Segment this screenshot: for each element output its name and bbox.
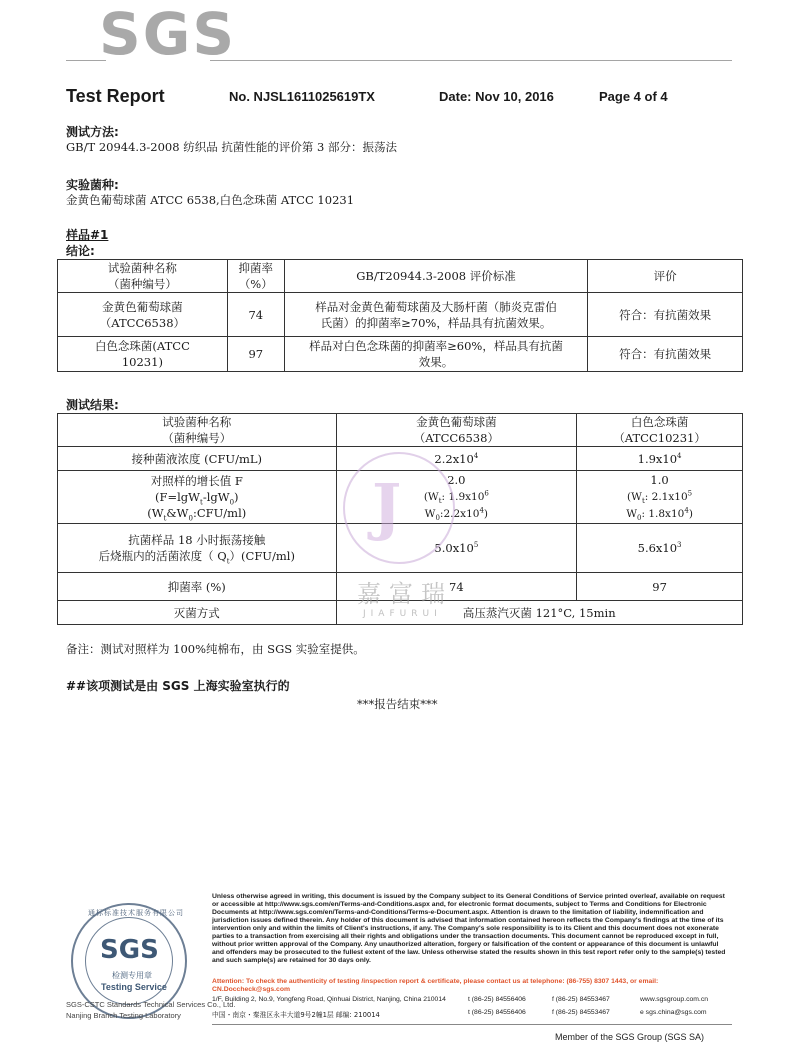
value-cell: $5.6x10^3$: [577, 524, 743, 573]
page-indicator: Page 4 of 4: [599, 89, 668, 104]
table-row: [58, 447, 743, 471]
watermark-chinese: 嘉富瑞: [357, 580, 453, 608]
evaluation-cell: 符合：有抗菌效果: [588, 337, 743, 372]
row-label: 对照样的增长值 F (F=lgW$_t$-lgW$_0$) $(W_t\&W_0:CFU/ml)$: [58, 471, 337, 524]
rate-cell: 97: [227, 337, 284, 372]
telephone-2: t (86-25) 84556406: [468, 1009, 526, 1016]
standard-cell: 样品对金黄色葡萄球菌及大肠杆菌（肺炎克雷伯 氏菌）的抑菌率≥70%，样品具有抗菌效果。: [284, 293, 587, 337]
end-of-report: ***报告结束***: [357, 697, 438, 711]
value-cell: 74: [336, 573, 577, 601]
website: www.sgsgroup.com.cn: [640, 996, 708, 1003]
row-label: 抑菌率 (%): [58, 573, 337, 601]
strains-heading: 实验菌种:: [66, 178, 119, 192]
strain-cell: 白色念珠菌(ATCC 10231): [58, 337, 228, 372]
test-method-text: GB/T 20944.3-2008 纺织品 抗菌性能的评价第 3 部分：振荡法: [66, 140, 397, 154]
header-cell: 试验菌种名称 （菌种编号）: [58, 260, 228, 293]
execution-note: ##该项测试是由 SGS 上海实验室执行的: [66, 679, 290, 693]
row-label: 灭菌方式: [58, 601, 337, 625]
value-cell: $5.0x10^5$: [336, 524, 577, 573]
telephone-1: t (86-25) 84556406: [468, 996, 526, 1003]
conclusion-heading: 结论:: [66, 244, 95, 258]
strain-cell: 金黄色葡萄球菌 （ATCC6538）: [58, 293, 228, 337]
conclusion-table: [57, 259, 743, 372]
stamp-footer-1: SGS-CSTC Standards Technical Services Co., Ltd.: [66, 1000, 236, 1009]
address-english: 1/F, Building 2, No.9, Yongfeng Road, Qinhuai District, Nanjing, China 210014: [212, 996, 446, 1003]
header-cell: 抑菌率 （%）: [227, 260, 284, 293]
stamp-line-1: 检测专用章: [112, 971, 152, 980]
value-cell: $1.9x10^4$: [577, 447, 743, 471]
value-cell: $2.2x10^4$: [336, 447, 577, 471]
table-row: [58, 337, 743, 372]
value-cell: 高压蒸汽灭菌 121°C, 15min: [336, 601, 742, 625]
sgs-logo: SGS: [99, 0, 237, 68]
standard-cell: 样品对白色念珠菌的抑菌率≥60%，样品具有抗菌 效果。: [284, 337, 587, 372]
fax-2: f (86-25) 84553467: [552, 1009, 610, 1016]
stamp-logo: SGS: [100, 935, 159, 965]
address-chinese: 中国・南京・秦淮区永丰大道9号2幢1层 邮编: 210014: [212, 1011, 380, 1019]
row-label: 抗菌样品 18 小时振荡接触 后烧瓶内的活菌浓度（ $Q_t)(CFU/ml)$: [58, 524, 337, 573]
header-cell: 金黄色葡萄球菌 （ATCC6538）: [336, 414, 577, 447]
report-title: Test Report: [66, 86, 165, 106]
watermark-letter: J: [372, 470, 402, 543]
fax-1: f (86-25) 84553467: [552, 996, 610, 1003]
authenticity-notice: Attention: To check the authenticity of testing /inspection report & certificate, please contact us at telephone: (86-755) 8307 1443, or email: CN.Doccheck@sgs.com: [212, 978, 659, 993]
table-row: [58, 471, 743, 524]
rate-cell: 74: [227, 293, 284, 337]
header-cell: 白色念珠菌 （ATCC10231）: [577, 414, 743, 447]
stamp-company-text: 通标标准技术服务有限公司: [88, 909, 184, 917]
test-method-heading: 测试方法:: [66, 125, 119, 139]
table-row: [58, 414, 743, 447]
header-cell: GB/T20944.3-2008 评价标准: [284, 260, 587, 293]
value-cell: 1.0 ($W_t$: $2.1x10^5$ $W_0$: $1.8x10^4$): [577, 471, 743, 524]
terms-fine-print: Unless otherwise agreed in writing, this document is issued by the Company subject to its General Conditions of Service printed overleaf, available on request or accessible at http://www.sgs.com/en/Terms-and-Conditions.aspx and, for electronic format documents, subject to Terms and Conditions for Electronic Documents at http://www.sgs.com/en/Terms-and-Conditions/Terms-e-Document.aspx. Attention is drawn to the limitation of liability, indemnification and jurisdiction issues defined therein. Any holder of this document is advised that information contained hereon reflects the Company's findings at the time of its intervention only and within the limits of Client's instructions, if any. The Company's sole responsibility is to its Client and this document does not exonerate parties to a transaction from exercising all their rights and obligations under the transaction documents. This document cannot be reproduced except in full, without prior written approval of the Company. Any unauthorized alteration, forgery or falsification of the content or appearance of this document is unlawful and offenders may be prosecuted to the fullest extent of the law. Unless otherwise stated the results shown in this test report refer only to the sample(s) tested and such sample(s) are retained for 30 days only.: [212, 893, 726, 964]
report-date: Date: Nov 10, 2016: [439, 89, 554, 104]
sample-label: 样品#1: [66, 228, 109, 242]
footer-rule: [212, 1024, 732, 1025]
evaluation-cell: 符合：有抗菌效果: [588, 293, 743, 337]
results-heading: 测试结果:: [66, 398, 119, 412]
table-row: [58, 293, 743, 337]
stamp-line-2: Testing Service: [101, 982, 167, 992]
report-number: No. NJSL1611025619TX: [229, 89, 375, 104]
table-row: [58, 524, 743, 573]
value-cell: 97: [577, 573, 743, 601]
header-rule-right: [210, 60, 732, 61]
header-cell: 试验菌种名称 （菌种编号）: [58, 414, 337, 447]
header-cell: 评价: [588, 260, 743, 293]
email: e sgs.china@sgs.com: [640, 1009, 707, 1016]
watermark-english: JIAFURUI: [363, 609, 442, 619]
value-cell: 2.0 ($W_t$: $1.9x10^6$ $W_0:2.2x10^4$): [336, 471, 577, 524]
remark-note: 备注：测试对照样为 100%纯棉布，由 SGS 实验室提供。: [66, 642, 365, 656]
row-label: 接种菌液浓度 (CFU/mL): [58, 447, 337, 471]
strains-text: 金黄色葡萄球菌 ATCC 6538,白色念珠菌 ATCC 10231: [66, 193, 355, 207]
stamp-footer-2: Nanjing Branch Testing Laboratory: [66, 1011, 181, 1020]
header-rule-left: [66, 60, 106, 61]
table-row: [58, 260, 743, 293]
sgs-membership: Member of the SGS Group (SGS SA): [555, 1032, 705, 1042]
